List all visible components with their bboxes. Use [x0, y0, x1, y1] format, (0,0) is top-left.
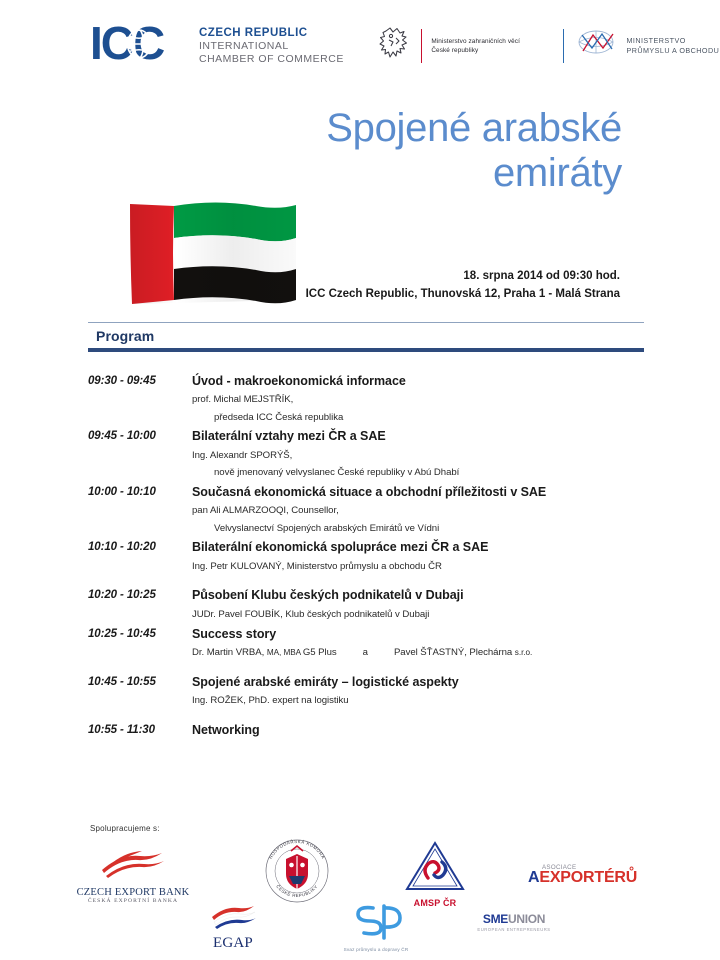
- mzv-line-1: Ministerstvo zahraničních věcí: [431, 37, 520, 45]
- asociace-exporteru-small: ASOCIACE: [542, 864, 577, 871]
- program-item-title: Success story: [192, 626, 277, 641]
- asociace-exporteru-initial: A: [528, 869, 540, 886]
- svg-text:HOSPODÁŘSKÁ KOMORA: HOSPODÁŘSKÁ KOMORA: [267, 838, 327, 860]
- sme-union-sub: EUROPEAN ENTREPRENEURS: [477, 927, 551, 932]
- program-item-title: Současná ekonomická situace a obchodní příležitosti v SAE: [192, 484, 547, 499]
- speaker-b-suffix: s.r.o.: [514, 648, 533, 658]
- mzv-line-2: České republiky: [431, 47, 479, 54]
- icc-line-3: CHAMBER OF COMMERCE: [199, 52, 344, 65]
- tricolor-wave-logo-icon: [209, 917, 257, 934]
- program-schedule: [88, 374, 644, 739]
- program-item-body: [192, 485, 644, 536]
- program-item-affiliation: Velvyslanectví Spojených arabských Emirátů ve Vídni: [214, 522, 440, 534]
- sponsor-hospodarska-komora: [258, 834, 336, 913]
- mpo-globe-emblem-icon: [573, 29, 619, 64]
- sponsor-sp: [336, 900, 416, 952]
- sponsor-egap: [188, 904, 278, 952]
- program-rule-bottom: [88, 348, 644, 352]
- sponsor-czech-export-bank: [74, 850, 192, 904]
- svg-text:ICC: ICC: [92, 22, 164, 65]
- sme-union-name: [466, 912, 562, 926]
- event-meta: [0, 268, 720, 304]
- program-item-time: 10:25 - 10:45: [88, 627, 156, 640]
- program-item-time: 09:45 - 10:00: [88, 430, 156, 443]
- program-item-speakers: [192, 647, 644, 659]
- sp-monogram-logo-icon: [348, 927, 404, 944]
- program-item-title: Úvod - makroekonomická informace: [192, 373, 406, 388]
- event-datetime: 18. srpna 2014 od 09:30 hod.: [463, 270, 620, 282]
- program-item-title: Bilaterální vztahy mezi ČR a SAE: [192, 429, 386, 444]
- egap-name: EGAP: [213, 935, 253, 951]
- program-item-body: [192, 723, 644, 739]
- asociace-exporteru-big: [528, 869, 658, 887]
- program-item-body: [192, 627, 644, 660]
- program-item-time: 10:45 - 10:55: [88, 675, 156, 688]
- page-title-line-1: Spojené arabské: [326, 106, 622, 150]
- amsp-name: AMSP ČR: [413, 898, 457, 908]
- program-item-speaker: Ing. Alexandr SPORÝŠ,: [192, 449, 293, 461]
- program-item: [88, 374, 644, 425]
- czech-export-bank-sub: ČESKÁ EXPORTNÍ BANKA: [87, 898, 179, 904]
- program-item-title: Networking: [192, 722, 260, 737]
- ministry-divider-red: [421, 29, 423, 63]
- program-item: [88, 627, 644, 660]
- program-item-body: [192, 429, 644, 480]
- page-title-line-2: emiráty: [492, 150, 622, 195]
- icc-line-2: INTERNATIONAL: [199, 40, 289, 53]
- program-item: [88, 485, 644, 536]
- speaker-a-company: G5 Plus: [302, 647, 337, 659]
- sponsor-asociace-exporteru: [528, 864, 658, 887]
- cooperation-label: Spolupracujeme s:: [90, 824, 160, 833]
- event-venue: ICC Czech Republic, Thunovská 12, Praha 1 - Malá Strana: [305, 287, 620, 300]
- program-item-time: 09:30 - 09:45: [88, 374, 156, 387]
- program-item-speaker: pan Ali ALMARZOOQI, Counsellor,: [192, 505, 339, 517]
- program-item: [88, 540, 644, 573]
- sme-union-name-b: UNION: [507, 912, 546, 926]
- program-item-body: [192, 374, 644, 425]
- program-item-speaker: JUDr. Pavel FOUBÍK, Klub českých podnikatelů v Dubaji: [192, 609, 430, 621]
- speaker-a-degrees: MA, MBA: [266, 648, 303, 658]
- sponsor-amsp: [398, 840, 472, 908]
- program-item-time: 10:20 - 10:25: [88, 589, 156, 602]
- program-item: [88, 429, 644, 480]
- program-item-title: Působení Klubu českých podnikatelů v Dubaji: [192, 588, 464, 603]
- icc-logo: [92, 23, 344, 70]
- program-item-title: Spojené arabské emiráty – logistické aspekty: [192, 674, 459, 689]
- page-header: [0, 0, 720, 92]
- red-wave-logo-icon: [98, 867, 168, 884]
- czech-export-bank-name: CZECH EXPORT BANK: [76, 887, 190, 898]
- program-item-speaker: Ing. ROŽEK, PhD. expert na logistiku: [192, 695, 349, 707]
- program-item-body: [192, 540, 644, 573]
- program-item-body: [192, 588, 644, 621]
- mpo-line-2: PRŮMYSLU A OBCHODU: [626, 46, 720, 55]
- ministry-divider-blue: [563, 29, 565, 63]
- icc-line-1: CZECH REPUBLIC: [199, 26, 308, 39]
- program-item: [88, 588, 644, 621]
- speaker-b-name: Pavel ŠŤASTNÝ, Plechárna: [393, 647, 515, 659]
- czech-lion-emblem-icon: [378, 24, 412, 69]
- page-title: [0, 92, 660, 196]
- program-item: [88, 675, 644, 708]
- program-heading: Program: [96, 328, 155, 345]
- speaker-conjunction: a: [362, 647, 368, 659]
- ministry-industry-trade-text: [626, 36, 719, 56]
- icc-globe-logo-icon: [92, 23, 190, 70]
- speaker-a-name: Dr. Martin VRBA,: [192, 647, 267, 659]
- sponsors-section: [0, 812, 720, 960]
- mpo-line-1: MINISTERSTVO: [626, 35, 686, 45]
- program-item-speaker: Ing. Petr KULOVANÝ, Ministerstvo průmyslu a obchodu ČR: [192, 560, 442, 572]
- svg-text:ČESKÉ REPUBLIKY: ČESKÉ REPUBLIKY: [275, 883, 319, 899]
- ministry-foreign-affairs-text: [431, 37, 520, 56]
- sp-sub: Svaz průmyslu a dopravy ČR: [343, 947, 409, 952]
- triangle-swirl-logo-icon: [404, 879, 466, 896]
- program-item-title: Bilaterální ekonomická spolupráce mezi ČR a SAE: [192, 540, 489, 555]
- uae-flag-icon: [128, 200, 300, 313]
- hero-section: [0, 92, 720, 242]
- asociace-exporteru-word: EXPORTÉRŮ: [539, 869, 638, 886]
- sponsor-sme-union: [466, 912, 562, 932]
- ministry-foreign-affairs-logo: [378, 24, 520, 69]
- program-item-affiliation: předseda ICC Česká republika: [214, 411, 344, 423]
- program-item-time: 10:55 - 11:30: [88, 723, 155, 736]
- program-item-body: [192, 675, 644, 708]
- program-item-time: 10:10 - 10:20: [88, 541, 156, 554]
- program-section: [88, 322, 644, 739]
- program-item-affiliation: nově jmenovaný velvyslanec České republiky v Abú Dhabí: [214, 467, 460, 479]
- sme-union-name-a: SME: [482, 912, 508, 926]
- program-item: [88, 723, 644, 739]
- icc-wordmark: [199, 27, 344, 65]
- program-item-speaker: prof. Michal MEJSTŘÍK,: [192, 394, 294, 406]
- ministry-industry-trade-logo: [554, 29, 719, 64]
- program-item-time: 10:00 - 10:10: [88, 485, 156, 498]
